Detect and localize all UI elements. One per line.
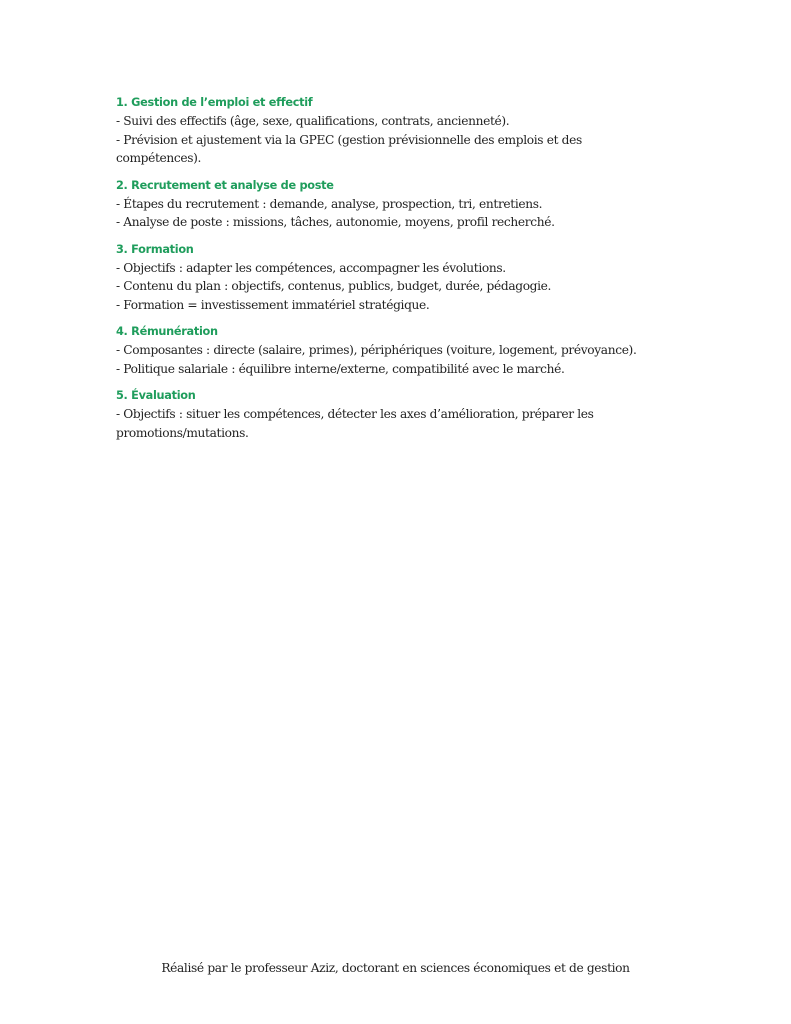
section-remuneration [116,323,676,378]
section-heading: 3. Formation [116,242,194,256]
page-footer: Réalisé par le professeur Aziz, doctorant en sciences économiques et de gestion [161,961,630,975]
section-gestion-emploi [116,94,676,168]
bullet-line-continuation: promotions/mutations. [116,425,249,440]
bullet-line: - Contenu du plan : objectifs, contenus, publics, budget, durée, pédagogie. [116,279,552,293]
bullet-line: - Prévision et ajustement via la GPEC (gestion prévisionnelle des emplois et des [116,132,582,147]
section-heading: 5. Évaluation [116,389,196,402]
section-recrutement [116,177,676,232]
bullet-line: - Politique salariale : équilibre interne/externe, compatibilité avec le marché. [116,361,565,376]
section-heading: 1. Gestion de l’emploi et effectif [116,96,313,109]
section-evaluation [116,387,676,442]
bullet-line: - Formation = investissement immatériel stratégique. [116,297,430,312]
bullet-line: - Étapes du recrutement : demande, analyse, prospection, tri, entretiens. [116,196,543,211]
bullet-line: - Objectifs : situer les compétences, détecter les axes d’amélioration, préparer les [116,407,594,421]
section-heading: 2. Recrutement et analyse de poste [116,178,334,192]
bullet-line: - Suivi des effectifs (âge, sexe, qualifications, contrats, ancienneté). [116,114,510,128]
bullet-line: - Analyse de poste : missions, tâches, autonomie, moyens, profil recherché. [116,215,555,229]
bullet-line: - Objectifs : adapter les compétences, accompagner les évolutions. [116,260,506,275]
section-formation [116,241,676,315]
bullet-line: - Composantes : directe (salaire, primes), périphériques (voiture, logement, prévoyance). [116,343,637,357]
section-heading: 4. Rémunération [116,325,218,338]
document-body [116,94,676,451]
bullet-line-continuation: compétences). [116,151,202,165]
